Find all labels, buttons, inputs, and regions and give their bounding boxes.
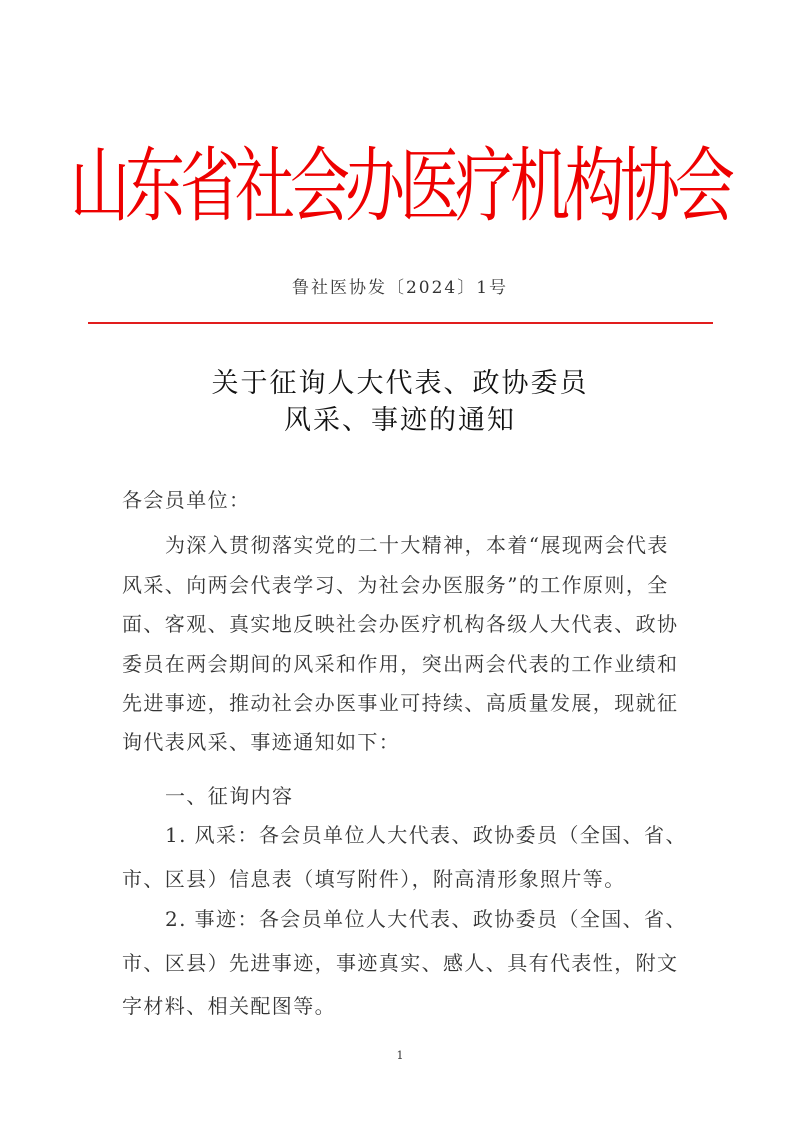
salutation: 各会员单位： xyxy=(122,488,251,512)
intro-paragraph-line: 面、客观、真实地反映社会办医疗机构各级人大代表、政协 xyxy=(122,612,679,636)
item-2-line: 2. 事迹：各会员单位人大代表、政协委员（全国、省、 xyxy=(165,907,687,931)
item-2-line: 市、区县）先进事迹，事迹真实、感人、具有代表性，附文 xyxy=(122,951,679,975)
section-heading: 一、征询内容 xyxy=(165,784,294,808)
subject-title-line-2: 风采、事迹的通知 xyxy=(284,405,516,436)
intro-paragraph-line: 风采、向两会代表学习、为社会办医服务”的工作原则，全 xyxy=(122,573,669,597)
subject-title-line-1: 关于征询人大代表、政协委员 xyxy=(211,368,589,399)
red-divider-rule xyxy=(88,322,713,324)
page-number: 1 xyxy=(396,1049,404,1062)
item-2-line: 字材料、相关配图等。 xyxy=(122,994,336,1018)
intro-paragraph-line: 为深入贯彻落实党的二十大精神，本着“展现两会代表 xyxy=(165,533,669,557)
intro-paragraph-line: 先进事迹，推动社会办医事业可持续、高质量发展，现就征 xyxy=(122,691,679,715)
item-1-line: 1. 风采：各会员单位人大代表、政协委员（全国、省、 xyxy=(165,823,687,847)
document-number: 鲁社医协发〔2024〕1号 xyxy=(291,278,509,298)
intro-paragraph-line: 询代表风采、事迹通知如下： xyxy=(122,730,401,754)
organization-red-header: 山东省社会办医疗机构协会 xyxy=(70,139,730,235)
item-1-line: 市、区县）信息表（填写附件），附高清形象照片等。 xyxy=(122,867,626,891)
intro-paragraph-line: 委员在两会期间的风采和作用，突出两会代表的工作业绩和 xyxy=(122,652,679,676)
